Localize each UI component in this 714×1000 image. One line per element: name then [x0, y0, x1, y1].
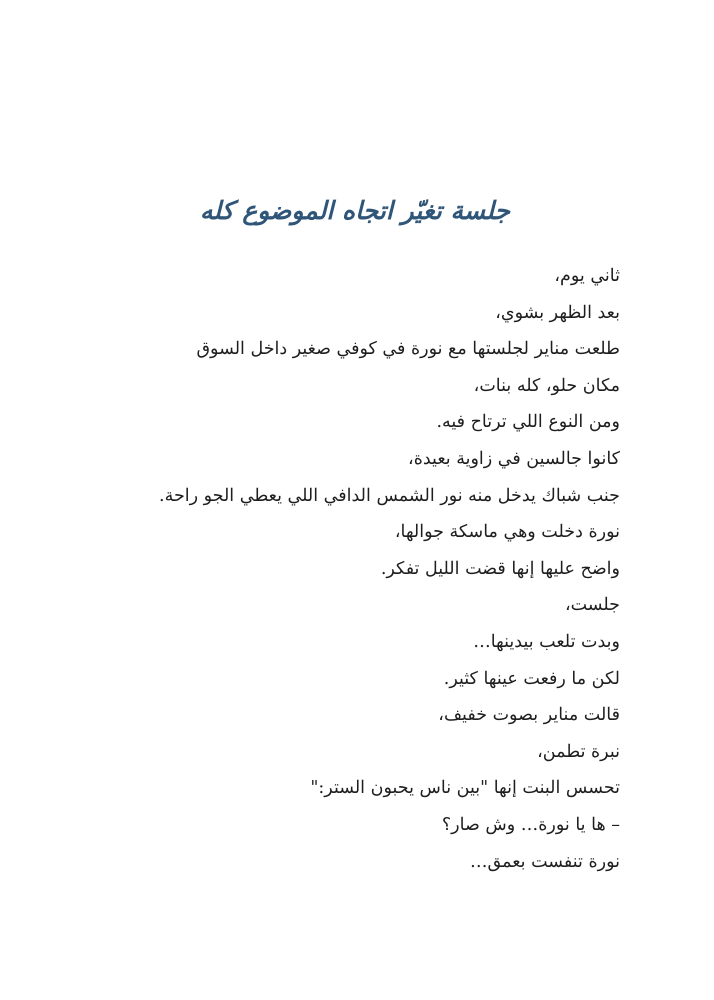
text-line: نورة تنفست بعمق… [470, 851, 620, 872]
text-line: ثاني يوم، [554, 266, 620, 286]
text-line: تحسس البنت إنها "بين ناس يحبون الستر:" [310, 778, 620, 799]
text-line: نبرة تطمن، [537, 741, 620, 762]
body-text [60, 258, 620, 880]
text-line: كانوا جالسين في زاوية بعيدة، [408, 448, 620, 469]
text-line: جلست، [564, 595, 620, 616]
text-line: قالت مناير بصوت خفيف، [438, 705, 620, 726]
text-line: طلعت مناير لجلستها مع نورة في كوفي صغير داخل السوق [196, 339, 620, 360]
chapter-title: جلسة تغيّر اتجاه الموضوع كله [200, 196, 510, 225]
text-line: نورة دخلت وهي ماسكة جوالها، [394, 522, 620, 543]
text-line: بعد الظهر بشوي، [495, 302, 620, 323]
text-line: لكن ما رفعت عينها كثير. [443, 668, 620, 689]
text-line: وبدت تلعب بيدينها… [473, 631, 620, 652]
text-line: واضح عليها إنها قضت الليل تفكر. [380, 558, 620, 579]
text-line: ومن النوع اللي ترتاح فيه. [436, 412, 620, 433]
text-line: جنب شباك يدخل منه نور الشمس الدافي اللي يعطي الجو راحة. [159, 485, 620, 506]
text-line: – ها يا نورة… وش صار؟ [441, 814, 620, 835]
text-line: مكان حلو، كله بنات، [473, 375, 620, 396]
